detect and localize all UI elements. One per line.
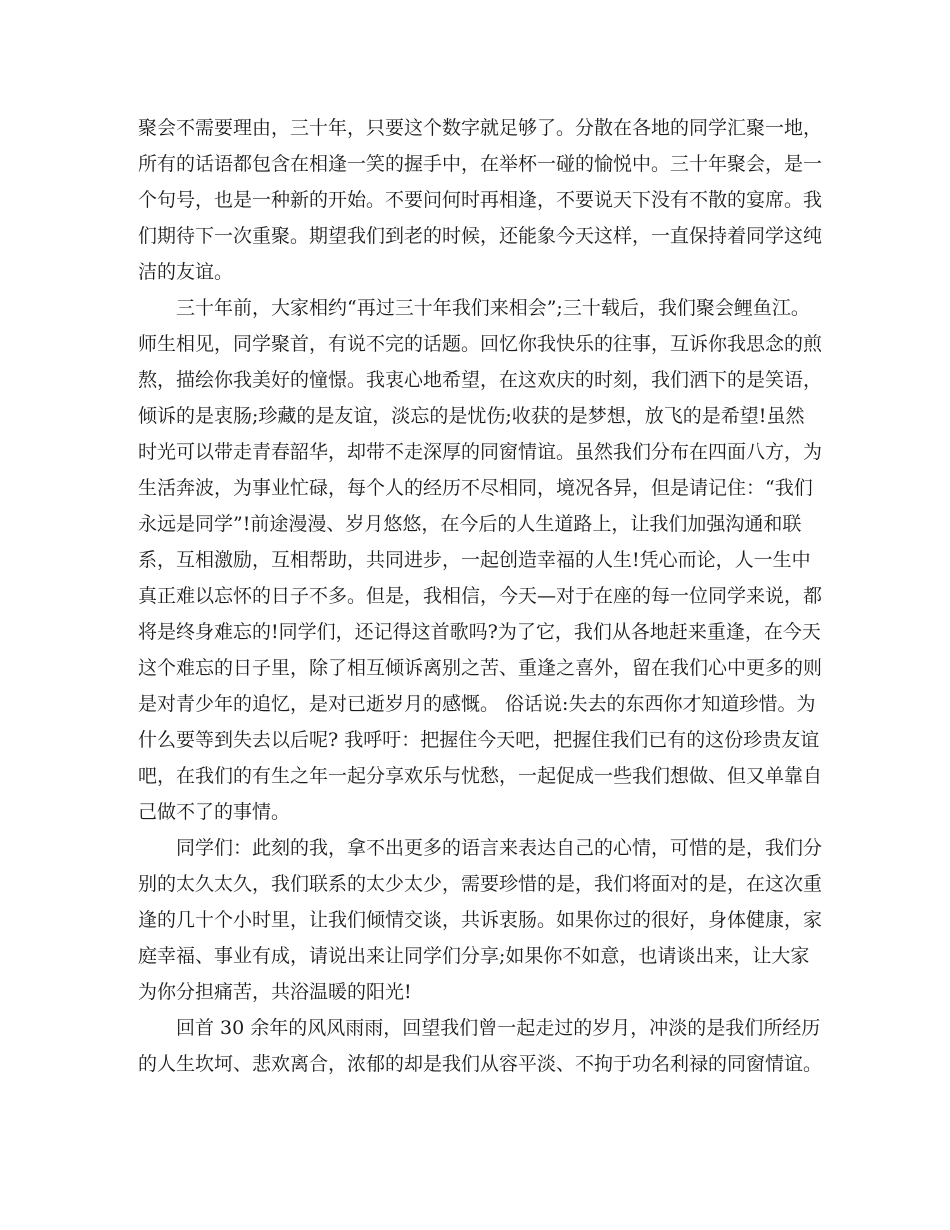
text-line: 永远是同学”!前途漫漫、岁月悠悠，在今后的人生道路上，让我们加强沟通和联 [138, 513, 802, 535]
text-line: 们期待下一次重聚。期望我们到老的时候，还能象今天这样，一直保持着同学这纯 [138, 225, 823, 247]
paragraph-2 [138, 290, 828, 830]
text-line: 倾诉的是衷肠;珍藏的是友谊，淡忘的是忧伤;收获的是梦想，放飞的是希望!虽然 [138, 405, 805, 427]
text-line: 所有的话语都包含在相逢一笑的握手中，在举杯一碰的愉悦中。三十年聚会，是一 [138, 153, 823, 175]
text-line: 为你分担痛苦，共浴温暖的阳光! [138, 981, 412, 1003]
text-line: 庭幸福、事业有成，请说出来让同学们分享;如果你不如意，也请谈出来，让大家 [138, 945, 810, 967]
text-line: 回首 30 余年的风风雨雨，回望我们曾一起走过的岁月，冲淡的是我们所经历 [176, 1017, 821, 1039]
paragraph-3 [138, 830, 828, 1010]
paragraph-1 [138, 110, 828, 290]
text-line: 系，互相激励，互相帮助，共同进步，一起创造幸福的人生!凭心而论，人一生中 [138, 549, 811, 571]
text-line: 洁的友谊。 [138, 261, 234, 283]
text-line: 熬，描绘你我美好的憧憬。我衷心地希望，在这欢庆的时刻，我们洒下的是笑语， [138, 369, 823, 391]
text-line: 逢的几十个小时里，让我们倾情交谈，共诉衷肠。如果你过的很好，身体健康，家 [138, 909, 823, 931]
paragraph-4 [138, 1010, 828, 1082]
text-line: 时光可以带走青春韶华，却带不走深厚的同窗情谊。虽然我们分布在四面八方，为 [138, 441, 823, 463]
text-line: 别的太久太久，我们联系的太少太少，需要珍惜的是，我们将面对的是，在这次重 [138, 873, 823, 895]
document-body [138, 110, 828, 1082]
text-line: 真正难以忘怀的日子不多。但是，我相信，今天—对于在座的每一位同学来说，都 [138, 585, 823, 607]
text-line: 生活奔波，为事业忙碌，每个人的经历不尽相同，境况各异，但是请记住：“我们 [138, 477, 813, 499]
text-line: 的人生坎坷、悲欢离合，浓郁的却是我们从容平淡、不拘于功名利禄的同窗情谊。 [138, 1053, 823, 1075]
text-line: 己做不了的事情。 [138, 801, 291, 823]
text-line: 这个难忘的日子里，除了相互倾诉离别之苦、重逢之喜外，留在我们心中更多的则 [138, 657, 823, 679]
text-line: 吧，在我们的有生之年一起分享欢乐与忧愁，一起促成一些我们想做、但又单靠自 [138, 765, 823, 787]
text-line: 将是终身难忘的!同学们，还记得这首歌吗?为了它，我们从各地赶来重逢，在今天 [138, 621, 821, 643]
text-line: 是对青少年的追忆，是对已逝岁月的感慨。 俗话说:失去的东西你才知道珍惜。为 [138, 693, 816, 715]
text-line: 什么要等到失去以后呢? 我呼吁：把握住今天吧，把握住我们已有的这份珍贵友谊 [138, 729, 820, 751]
text-line: 个句号，也是一种新的开始。不要问何时再相逢，不要说天下没有不散的宴席。我 [138, 189, 823, 211]
text-line: 三十年前，大家相约“再过三十年我们来相会”;三十载后，我们聚会鲤鱼江。 [176, 297, 810, 319]
text-line: 师生相见，同学聚首，有说不完的话题。回忆你我快乐的往事，互诉你我思念的煎 [138, 333, 823, 355]
text-line: 同学们：此刻的我，拿不出更多的语言来表达自己的心情，可惜的是，我们分 [176, 837, 823, 859]
text-line: 聚会不需要理由，三十年，只要这个数字就足够了。分散在各地的同学汇聚一地， [138, 117, 823, 139]
